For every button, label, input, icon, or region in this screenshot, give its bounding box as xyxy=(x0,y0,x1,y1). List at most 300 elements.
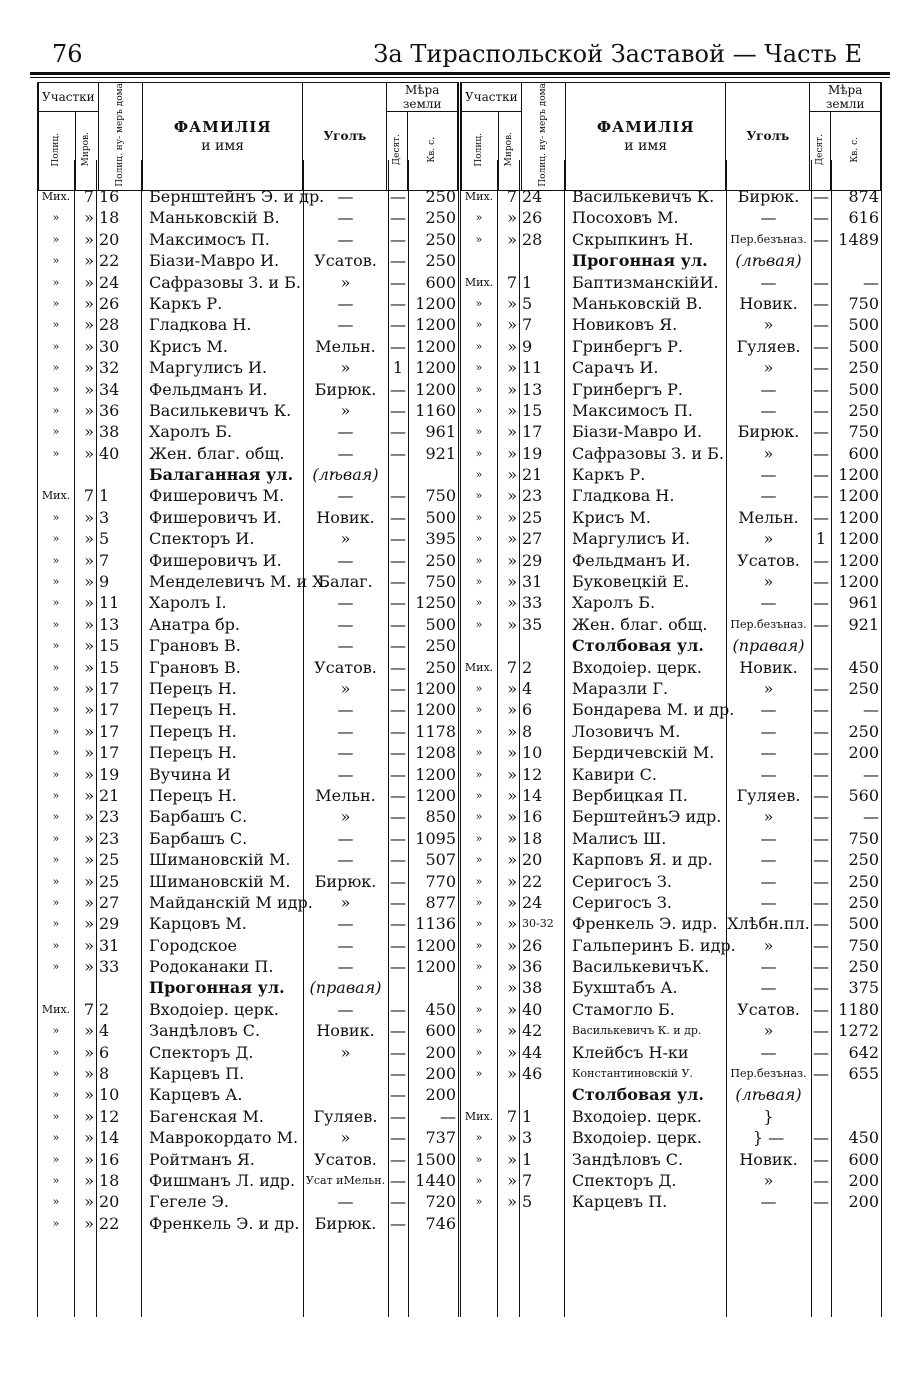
square-sazhen: 250 xyxy=(425,657,456,677)
magistrate-district: » xyxy=(507,721,517,741)
desyatin: — xyxy=(390,379,406,399)
top-rule-thin xyxy=(30,77,890,78)
police-district: » xyxy=(475,981,483,995)
magistrate-district: » xyxy=(84,850,94,870)
header-kvs-cell xyxy=(831,112,881,191)
house-number: 18 xyxy=(99,1170,120,1190)
desyatin: — xyxy=(813,486,829,506)
corner-street: Мельн. xyxy=(738,507,799,527)
table-row xyxy=(461,186,881,207)
corner-street: Новик. xyxy=(316,1021,375,1041)
table-row xyxy=(461,785,881,806)
header-name-sub: и имя xyxy=(201,138,245,155)
house-number: 2 xyxy=(99,999,110,1019)
table-row xyxy=(461,999,881,1020)
house-number: 11 xyxy=(522,358,543,378)
corner-street: Хлѣбн.пл. xyxy=(727,914,810,934)
magistrate-district: » xyxy=(507,957,517,977)
table-row xyxy=(38,571,458,592)
square-sazhen: 600 xyxy=(425,272,456,292)
magistrate-district: » xyxy=(84,636,94,656)
house-number: 23 xyxy=(99,828,120,848)
square-sazhen: 1200 xyxy=(838,529,879,549)
desyatin: — xyxy=(813,400,829,420)
magistrate-district: » xyxy=(507,529,517,549)
corner-street: — xyxy=(760,272,777,292)
table-row xyxy=(38,764,458,785)
square-sazhen: 600 xyxy=(848,443,879,463)
police-district: » xyxy=(52,681,60,695)
corner-street: — xyxy=(760,764,777,784)
corner-street: — xyxy=(337,443,354,463)
owner-name: Входоіер. церк. xyxy=(149,999,279,1019)
desyatin: — xyxy=(813,721,829,741)
magistrate-district: » xyxy=(507,550,517,570)
house-number: 5 xyxy=(99,529,110,549)
street-name: Прогонная ул. xyxy=(149,978,285,998)
header-mirov-cell xyxy=(498,112,521,191)
corner-street: — xyxy=(760,465,777,485)
corner-street: » xyxy=(340,807,351,827)
desyatin: — xyxy=(390,486,406,506)
desyatin: — xyxy=(390,1213,406,1233)
corner-street: Усатов. xyxy=(737,999,800,1019)
owner-name: Менделевичъ М. и Х. xyxy=(149,572,329,592)
corner-street: » xyxy=(340,678,351,698)
house-number: 26 xyxy=(99,293,120,313)
police-district: » xyxy=(52,575,60,589)
desyatin: — xyxy=(390,999,406,1019)
owner-name: Френкель Э. и др. xyxy=(149,1213,300,1233)
desyatin: — xyxy=(813,957,829,977)
owner-name: Харолъ Б. xyxy=(572,593,656,613)
house-number: 27 xyxy=(99,892,120,912)
magistrate-district: » xyxy=(507,229,517,249)
house-number: 27 xyxy=(522,529,543,549)
desyatin: — xyxy=(813,700,829,720)
header-desyat: Десят. xyxy=(814,133,825,165)
corner-street: — xyxy=(337,957,354,977)
corner-street: Бирюк. xyxy=(314,379,377,399)
desyatin: — xyxy=(813,315,829,335)
house-number: 28 xyxy=(99,315,120,335)
header-polits-cell xyxy=(39,112,76,191)
owner-name: Лозовичъ М. xyxy=(572,721,681,741)
owner-name: Фишеровичъ М. xyxy=(149,486,285,506)
house-number: 7 xyxy=(522,315,533,335)
house-number: 24 xyxy=(522,187,543,206)
corner-street: » xyxy=(763,807,774,827)
police-district: » xyxy=(52,510,60,524)
square-sazhen: 250 xyxy=(848,678,879,698)
owner-name: Крисъ М. xyxy=(572,507,651,527)
magistrate-district: » xyxy=(507,315,517,335)
magistrate-district: » xyxy=(507,293,517,313)
corner-street: Мельн. xyxy=(315,785,376,805)
square-sazhen: 1200 xyxy=(415,336,456,356)
corner-street: » xyxy=(340,529,351,549)
magistrate-district: » xyxy=(507,593,517,613)
table-row xyxy=(38,293,458,314)
corner-street: Усатов. xyxy=(314,657,377,677)
owner-name: Клейбсъ Н-ки xyxy=(572,1042,689,1062)
header-name-title: ФАМИЛІЯ xyxy=(173,117,272,136)
desyatin: 1 xyxy=(815,529,827,549)
table-row xyxy=(38,1213,458,1234)
police-district: » xyxy=(475,403,483,417)
desyatin: — xyxy=(390,892,406,912)
magistrate-district: 7 xyxy=(83,999,94,1019)
desyatin: — xyxy=(813,1064,829,1084)
magistrate-district: » xyxy=(84,229,94,249)
police-district: » xyxy=(475,296,483,310)
desyatin: — xyxy=(390,507,406,527)
magistrate-district: » xyxy=(507,678,517,698)
house-number: 17 xyxy=(99,721,120,741)
magistrate-district: » xyxy=(84,678,94,698)
magistrate-district: » xyxy=(84,721,94,741)
house-number: 23 xyxy=(522,486,543,506)
owner-name: Шимановскій М. xyxy=(149,871,291,891)
house-number: 6 xyxy=(99,1042,110,1062)
table-row xyxy=(38,229,458,250)
house-number: 40 xyxy=(522,999,543,1019)
corner-street: } — xyxy=(752,1128,785,1148)
owner-name: Скрыпкинъ Н. xyxy=(572,229,694,249)
square-sazhen: 250 xyxy=(425,251,456,271)
owner-name: Грановъ В. xyxy=(149,657,241,677)
magistrate-district: » xyxy=(84,443,94,463)
magistrate-district: » xyxy=(84,1042,94,1062)
corner-street: » xyxy=(340,1128,351,1148)
police-district: » xyxy=(475,1045,483,1059)
house-number: 22 xyxy=(522,871,543,891)
house-number: 16 xyxy=(99,1149,120,1169)
desyatin: — xyxy=(390,700,406,720)
police-district: » xyxy=(475,1131,483,1145)
square-sazhen: 921 xyxy=(425,443,456,463)
table-row xyxy=(38,721,458,742)
left-rows xyxy=(38,186,458,1234)
owner-name: Серигосъ З. xyxy=(572,871,672,891)
table-row xyxy=(38,336,458,357)
header-name-sub: и имя xyxy=(624,138,668,155)
owner-name: Перецъ Н. xyxy=(149,678,237,698)
desyatin: — xyxy=(813,550,829,570)
magistrate-district: » xyxy=(84,529,94,549)
police-district: » xyxy=(52,1152,60,1166)
table-row xyxy=(38,1106,458,1127)
corner-street: » xyxy=(763,678,774,698)
house-number: 5 xyxy=(522,293,533,313)
police-district: » xyxy=(475,211,483,225)
owner-name: Гринбергъ Р. xyxy=(572,336,684,356)
police-district: » xyxy=(475,788,483,802)
square-sazhen: 1200 xyxy=(415,935,456,955)
desyatin: — xyxy=(390,229,406,249)
magistrate-district: » xyxy=(84,572,94,592)
corner-street: — xyxy=(760,208,777,228)
square-sazhen: 1200 xyxy=(415,700,456,720)
square-sazhen: 1200 xyxy=(415,957,456,977)
magistrate-district: » xyxy=(507,1064,517,1084)
desyatin: — xyxy=(813,764,829,784)
table-row xyxy=(38,1149,458,1170)
corner-street: Новик. xyxy=(739,1149,798,1169)
house-number: 33 xyxy=(99,957,120,977)
police-district: » xyxy=(475,468,483,482)
square-sazhen: 250 xyxy=(848,358,879,378)
owner-name: Гринбергъ Р. xyxy=(572,379,684,399)
owner-name: Карповъ Я. и др. xyxy=(572,850,713,870)
police-district: » xyxy=(475,339,483,353)
house-number: 34 xyxy=(99,379,120,399)
square-sazhen: 1500 xyxy=(415,1149,456,1169)
police-district: » xyxy=(52,532,60,546)
police-district: » xyxy=(52,746,60,760)
owner-name: Вербицкая П. xyxy=(572,785,688,805)
magistrate-district: » xyxy=(507,935,517,955)
square-sazhen: 750 xyxy=(425,572,456,592)
desyatin: — xyxy=(390,614,406,634)
police-district: » xyxy=(52,938,60,952)
corner-street: » xyxy=(763,572,774,592)
corner-street: Бирюк. xyxy=(314,1213,377,1233)
police-district: » xyxy=(52,853,60,867)
header-land: Мѣра земли xyxy=(810,83,881,112)
police-district: » xyxy=(52,1216,60,1230)
police-district: » xyxy=(52,1045,60,1059)
corner-street: Новик. xyxy=(739,657,798,677)
square-sazhen: 250 xyxy=(425,636,456,656)
table-row xyxy=(461,314,881,335)
table-row xyxy=(461,592,881,613)
street-heading-row xyxy=(461,635,881,656)
magistrate-district: » xyxy=(84,807,94,827)
police-district: » xyxy=(52,1067,60,1081)
house-number: 36 xyxy=(522,957,543,977)
desyatin: — xyxy=(390,1042,406,1062)
header-polits-cell xyxy=(462,112,499,191)
table-row xyxy=(38,828,458,849)
owner-name: Вучина И xyxy=(149,764,231,784)
desyatin: — xyxy=(390,807,406,827)
house-number: 40 xyxy=(99,443,120,463)
police-district: » xyxy=(475,960,483,974)
table-row xyxy=(38,678,458,699)
square-sazhen: 507 xyxy=(425,850,456,870)
magistrate-district: » xyxy=(84,336,94,356)
header-house-no: Полиц. ну- меръ дома xyxy=(537,83,548,187)
magistrate-district: » xyxy=(84,1064,94,1084)
square-sazhen: 750 xyxy=(848,935,879,955)
desyatin: — xyxy=(813,785,829,805)
police-district: » xyxy=(52,960,60,974)
corner-street: » xyxy=(763,529,774,549)
house-number: 8 xyxy=(522,721,533,741)
magistrate-district: » xyxy=(507,743,517,763)
house-number: 44 xyxy=(522,1042,543,1062)
owner-name: Стамогло Б. xyxy=(572,999,675,1019)
table-row xyxy=(38,742,458,763)
square-sazhen: 1208 xyxy=(415,743,456,763)
street-side: (лѣвая) xyxy=(735,251,802,271)
police-district: » xyxy=(475,767,483,781)
owner-name: Перецъ Н. xyxy=(149,785,237,805)
square-sazhen: 500 xyxy=(425,614,456,634)
square-sazhen: — xyxy=(863,764,879,784)
owner-name: Родоканаки П. xyxy=(149,957,274,977)
house-number: 15 xyxy=(99,636,120,656)
table-row xyxy=(461,336,881,357)
table-row xyxy=(461,913,881,934)
square-sazhen: 720 xyxy=(425,1192,456,1212)
desyatin: — xyxy=(813,593,829,613)
desyatin: — xyxy=(390,1064,406,1084)
desyatin: — xyxy=(813,999,829,1019)
table-row xyxy=(461,828,881,849)
square-sazhen: 250 xyxy=(425,208,456,228)
desyatin: — xyxy=(390,1170,406,1190)
owner-name: Харолъ І. xyxy=(149,593,227,613)
square-sazhen: 500 xyxy=(848,315,879,335)
police-district: » xyxy=(475,681,483,695)
square-sazhen: 1136 xyxy=(415,914,456,934)
desyatin: — xyxy=(813,978,829,998)
magistrate-district: 7 xyxy=(506,272,517,292)
police-district: Мих. xyxy=(464,275,494,289)
magistrate-district: » xyxy=(507,850,517,870)
house-number: 22 xyxy=(99,1213,120,1233)
police-district: » xyxy=(475,746,483,760)
corner-street: » xyxy=(763,443,774,463)
corner-street: » xyxy=(340,1042,351,1062)
owner-name: Василькевичъ К. xyxy=(149,400,292,420)
magistrate-district: » xyxy=(84,379,94,399)
owner-name: Гладкова Н. xyxy=(149,315,252,335)
police-district: » xyxy=(52,724,60,738)
police-district: » xyxy=(52,403,60,417)
desyatin: — xyxy=(390,208,406,228)
desyatin: — xyxy=(813,443,829,463)
table-row xyxy=(38,250,458,271)
desyatin: — xyxy=(813,1170,829,1190)
corner-street: — xyxy=(760,400,777,420)
table-row xyxy=(38,379,458,400)
desyatin: — xyxy=(813,743,829,763)
header-house-no: Полиц. ну- меръ дома xyxy=(114,83,125,187)
table-row xyxy=(461,1042,881,1063)
header-mirov: Миров. xyxy=(504,132,515,167)
police-district: » xyxy=(475,724,483,738)
police-district: » xyxy=(475,318,483,332)
house-number: 4 xyxy=(522,678,533,698)
house-number: 16 xyxy=(99,187,120,206)
table-row xyxy=(38,272,458,293)
square-sazhen: 500 xyxy=(848,914,879,934)
owner-name: БерштейнъЭ идр. xyxy=(572,807,722,827)
house-number: 12 xyxy=(522,764,543,784)
square-sazhen: 600 xyxy=(848,1149,879,1169)
table-row xyxy=(461,1191,881,1212)
top-rule xyxy=(30,72,890,75)
desyatin: — xyxy=(813,1149,829,1169)
magistrate-district: » xyxy=(84,700,94,720)
desyatin: — xyxy=(813,293,829,313)
square-sazhen: 850 xyxy=(425,807,456,827)
table-row xyxy=(461,1063,881,1084)
owner-name: Максимосъ П. xyxy=(149,229,270,249)
owner-name: Шимановскій М. xyxy=(149,850,291,870)
house-number: 16 xyxy=(522,807,543,827)
magistrate-district: » xyxy=(84,764,94,784)
owner-name: Бондарева М. и др. xyxy=(572,700,735,720)
table-row xyxy=(461,400,881,421)
magistrate-district: » xyxy=(84,871,94,891)
table-row xyxy=(461,485,881,506)
owner-name: Бердичевскій М. xyxy=(572,743,715,763)
house-number: 14 xyxy=(522,785,543,805)
square-sazhen: 1200 xyxy=(415,379,456,399)
corner-street: — xyxy=(337,999,354,1019)
square-sazhen: 1200 xyxy=(838,550,879,570)
police-district: » xyxy=(475,1067,483,1081)
magistrate-district: » xyxy=(84,208,94,228)
owner-name: Кавири С. xyxy=(572,764,657,784)
desyatin: — xyxy=(390,850,406,870)
desyatin: — xyxy=(390,550,406,570)
police-district: » xyxy=(52,361,60,375)
house-number: 29 xyxy=(99,914,120,934)
police-district: » xyxy=(475,425,483,439)
magistrate-district: » xyxy=(507,443,517,463)
square-sazhen: 1200 xyxy=(415,358,456,378)
magistrate-district: » xyxy=(507,828,517,848)
square-sazhen: 375 xyxy=(848,978,879,998)
table-row xyxy=(461,1149,881,1170)
owner-name: Гегеле Э. xyxy=(149,1192,229,1212)
desyatin: — xyxy=(390,914,406,934)
owner-name: Карцовъ М. xyxy=(149,914,247,934)
owner-name: Френкель Э. идр. xyxy=(572,914,718,934)
corner-street: Гуляев. xyxy=(736,336,801,356)
owner-name: Посоховъ М. xyxy=(572,208,679,228)
magistrate-district: 7 xyxy=(506,657,517,677)
owner-name: Маньковскій В. xyxy=(572,293,703,313)
square-sazhen: 250 xyxy=(848,871,879,891)
table-row xyxy=(461,207,881,228)
street-side: (лѣвая) xyxy=(312,465,379,485)
magistrate-district: » xyxy=(84,957,94,977)
house-number: 8 xyxy=(99,1064,110,1084)
house-number: 42 xyxy=(522,1021,543,1041)
table-row xyxy=(38,785,458,806)
corner-street: » xyxy=(763,1170,774,1190)
house-number: 1 xyxy=(522,272,533,292)
header-polits: Полиц. xyxy=(474,132,485,167)
corner-street: » xyxy=(763,358,774,378)
desyatin: — xyxy=(813,572,829,592)
corner-street: — xyxy=(760,1192,777,1212)
magistrate-district: 7 xyxy=(506,1106,517,1126)
house-number: 20 xyxy=(99,229,120,249)
desyatin: — xyxy=(390,871,406,891)
house-number: 18 xyxy=(99,208,120,228)
corner-street: — xyxy=(337,764,354,784)
corner-street: — xyxy=(337,1192,354,1212)
square-sazhen: 655 xyxy=(848,1064,879,1084)
corner-street: — xyxy=(760,721,777,741)
